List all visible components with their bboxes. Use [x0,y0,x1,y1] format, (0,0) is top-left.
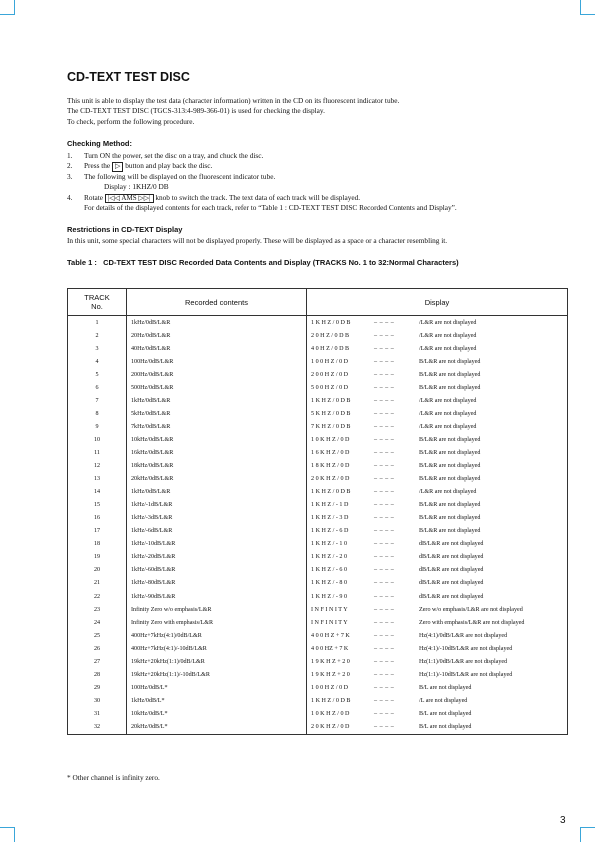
track-number-cell: 32 [68,720,127,734]
display-code: 2 0 0 H Z / 0 D [311,371,349,378]
display-dashes: – – – – [374,463,395,470]
recorded-contents-cell: 10kHz/0dB/L&R [127,433,307,446]
track-number-cell: 6 [68,381,127,394]
display-note: Hz(4:1)/-10dB/L&R are not displayed [419,645,513,652]
track-number-cell: 3 [68,342,127,355]
display-note: /L are not displayed [419,697,468,704]
display-cell [307,551,568,564]
display-cell [307,681,568,694]
display-cell [307,564,568,577]
track-number-cell: 27 [68,655,127,668]
display-code: 1 K H Z / - 3 D [311,515,349,522]
table-row [68,473,568,486]
display-code: 2 0 H Z / 0 D B [311,332,350,339]
table-row [68,707,568,720]
display-code: 1 K H Z / - 9 0 [311,593,348,600]
table-row [68,433,568,446]
checking-method-heading: Checking Method: [67,139,132,148]
display-note: dB/L&R are not displayed [419,554,484,561]
table-row [68,577,568,590]
display-dashes: – – – – [374,528,395,535]
track-number-cell: 17 [68,525,127,538]
display-readout: Display : 1KHZ/0 DB [104,182,169,192]
display-code: 4 0 0 HZ + 7 K [311,645,349,652]
display-cell [307,446,568,459]
recorded-contents-cell: 10kHz/0dB/L* [127,707,307,720]
track-number-cell: 8 [68,407,127,420]
table-row [68,668,568,681]
display-note: /L&R are not displayed [419,423,477,430]
step-text: knob to switch the track. The text data of each track will be displayed. [155,192,361,202]
recorded-contents-cell: 1kHz/0dB/L&R [127,394,307,407]
display-code: 1 K H Z / 0 D B [311,319,351,326]
display-dashes: – – – – [374,658,395,665]
display-dashes: – – – – [374,332,395,339]
track-number-cell: 4 [68,355,127,368]
recorded-contents-cell: 20kHz/0dB/L* [127,720,307,734]
display-code: 1 0 K H Z / 0 D [311,436,350,443]
track-number-cell: 20 [68,564,127,577]
table-row [68,681,568,694]
crop-mark-top-right [580,0,595,15]
display-dashes: – – – – [374,449,395,456]
display-dashes: – – – – [374,384,395,391]
display-cell [307,368,568,381]
display-code: 1 9 K H Z + 2 0 [311,658,350,665]
display-dashes: – – – – [374,436,395,443]
column-header-recorded: Recorded contents [127,289,307,316]
step-number: 2. [67,161,73,171]
step-number: 3. [67,171,73,181]
track-number-cell: 31 [68,707,127,720]
step-text: Turn ON the power, set the disc on a tray, and chuck the disc. [84,151,264,160]
display-cell [307,499,568,512]
display-dashes: – – – – [374,476,395,483]
table-caption [67,258,537,268]
table-row [68,629,568,642]
display-note: B/L are not displayed [419,684,472,691]
display-cell [307,655,568,668]
track-number-cell: 24 [68,616,127,629]
track-number-cell: 11 [68,446,127,459]
display-code: 1 0 K H Z / 0 D [311,710,350,717]
page-title: CD-TEXT TEST DISC [67,70,190,84]
display-dashes: – – – – [374,645,395,652]
display-dashes: – – – – [374,358,395,365]
display-dashes: – – – – [374,502,395,509]
step-text: For details of the displayed contents for each track, refer to “Table 1 : CD-TEXT TEST DISC Recorded Contents and Display”. [84,203,457,213]
display-note: B/L&R are not displayed [419,449,481,456]
table-row [68,329,568,342]
table-row [68,694,568,707]
display-note: /L&R are not displayed [419,410,477,417]
recorded-contents-cell: 20Hz/0dB/L&R [127,329,307,342]
checking-steps [67,151,547,214]
table-row [68,316,568,330]
display-code: 1 K H Z / - 6 0 [311,567,348,574]
table-row [68,446,568,459]
table-row [68,551,568,564]
display-note: /L&R are not displayed [419,332,477,339]
recorded-contents-cell: 1kHz/-90dB/L&R [127,590,307,603]
display-note: dB/L&R are not displayed [419,593,484,600]
recorded-contents-cell: 1kHz/0dB/L&R [127,486,307,499]
display-note: Hz(4:1)/0dB/L&R are not displayed [419,632,508,639]
track-number-cell: 30 [68,694,127,707]
track-number-cell: 12 [68,460,127,473]
recorded-contents-cell: 20kHz/0dB/L&R [127,473,307,486]
recorded-contents-cell: 200Hz/0dB/L&R [127,368,307,381]
display-dashes: – – – – [374,397,395,404]
step-2 [67,161,547,172]
table-caption-label: Table 1 : [67,258,97,267]
display-note: Hz(1:1)/-10dB/L&R are not displayed [419,671,513,678]
page-number: 3 [560,815,566,826]
track-number-cell: 28 [68,668,127,681]
display-code: 1 8 K H Z / 0 D [311,463,350,470]
display-note: /L&R are not displayed [419,319,477,326]
track-number-cell: 29 [68,681,127,694]
display-cell [307,420,568,433]
step-text: Rotate [84,192,104,202]
display-cell [307,433,568,446]
intro-paragraph [67,96,399,127]
recorded-contents-cell: 1kHz/-10dB/L&R [127,538,307,551]
table-row [68,355,568,368]
display-cell [307,329,568,342]
recorded-contents-cell: 7kHz/0dB/L&R [127,420,307,433]
display-note: /L&R are not displayed [419,397,477,404]
display-dashes: – – – – [374,697,395,704]
table-row [68,407,568,420]
step-4 [67,193,547,214]
track-number-cell: 1 [68,316,127,330]
display-note: /L&R are not displayed [419,345,477,352]
display-cell [307,538,568,551]
track-number-cell: 14 [68,486,127,499]
recorded-contents-cell: 400Hz+7kHz(4:1)/0dB/L&R [127,629,307,642]
recorded-contents-cell: 500Hz/0dB/L&R [127,381,307,394]
display-dashes: – – – – [374,319,395,326]
display-cell [307,486,568,499]
display-code: 1 0 0 H Z / 0 D [311,358,349,365]
table-row [68,420,568,433]
display-cell [307,694,568,707]
table-row [68,655,568,668]
display-code: 1 K H Z / 0 D B [311,397,351,404]
crop-mark-bottom-left [0,827,15,842]
display-cell [307,590,568,603]
recorded-contents-cell: Infinity Zero with emphasis/L&R [127,616,307,629]
display-cell [307,355,568,368]
recorded-contents-cell: Infinity Zero w/o emphasis/L&R [127,603,307,616]
table-caption-text: CD-TEXT TEST DISC Recorded Data Contents and Display (TRACKS No. 1 to 32:Normal Characters) [103,258,459,267]
display-code: 4 0 H Z / 0 D B [311,345,350,352]
recorded-contents-cell: 1kHz/0dB/L&R [127,316,307,330]
recorded-contents-cell: 19kHz+20kHz(1:1)/-10dB/L&R [127,668,307,681]
display-dashes: – – – – [374,684,395,691]
display-code: 1 K H Z / 0 D B [311,697,351,704]
recorded-contents-cell: 16kHz/0dB/L&R [127,446,307,459]
table-row [68,368,568,381]
display-cell [307,460,568,473]
display-cell [307,577,568,590]
step-text: button and play back the disc. [125,161,213,171]
crop-mark-top-left [0,0,15,15]
display-cell [307,525,568,538]
track-number-cell: 18 [68,538,127,551]
display-cell [307,512,568,525]
display-code: I N F I N I T Y [311,606,348,613]
display-code: 1 0 0 H Z / 0 D [311,684,349,691]
intro-line: The CD-TEXT TEST DISC (TGCS-313:4-989-366-01) is used for checking the display. [67,106,325,116]
track-number-cell: 26 [68,642,127,655]
table-row [68,460,568,473]
display-dashes: – – – – [374,567,395,574]
display-dashes: – – – – [374,423,395,430]
recorded-contents-cell: 400Hz+7kHz(4:1)/-10dB/L&R [127,642,307,655]
display-note: dB/L&R are not displayed [419,541,484,548]
display-dashes: – – – – [374,632,395,639]
recorded-contents-cell: 1kHz/-60dB/L&R [127,564,307,577]
restrictions-text: In this unit, some special characters will not be displayed properly. These will be displayed as a space or a character resembling it. [67,236,448,245]
display-dashes: – – – – [374,345,395,352]
track-number-cell: 21 [68,577,127,590]
display-dashes: – – – – [374,606,395,613]
display-note: B/L&R are not displayed [419,436,481,443]
display-cell [307,316,568,330]
recorded-contents-cell: 5kHz/0dB/L&R [127,407,307,420]
table-row [68,486,568,499]
display-code: 5 K H Z / 0 D B [311,410,351,417]
display-cell [307,629,568,642]
display-dashes: – – – – [374,515,395,522]
table-row [68,342,568,355]
display-note: B/L&R are not displayed [419,528,481,535]
recorded-contents-cell: 1kHz/-1dB/L&R [127,499,307,512]
track-number-cell: 16 [68,512,127,525]
display-code: 5 0 0 H Z / 0 D [311,384,349,391]
step-number: 1. [67,151,73,160]
track-number-cell: 19 [68,551,127,564]
step-text: Press the [84,161,111,171]
display-code: 1 K H Z / - 6 D [311,528,349,535]
recorded-contents-cell: 1kHz/-3dB/L&R [127,512,307,525]
track-number-cell: 13 [68,473,127,486]
display-note: Zero with emphasis/L&R are not displayed [419,619,525,626]
play-button-icon: ▷ [112,162,123,172]
display-note: B/L are not displayed [419,710,472,717]
display-code: 1 K H Z / 0 D B [311,489,351,496]
display-cell [307,668,568,681]
recorded-contents-cell: 1kHz/-20dB/L&R [127,551,307,564]
recorded-contents-cell: 1kHz/0dB/L* [127,694,307,707]
display-cell [307,473,568,486]
display-code: 1 K H Z / - 8 0 [311,580,348,587]
recorded-contents-cell: 19kHz+20kHz(1:1)/0dB/L&R [127,655,307,668]
step-text: The following will be displayed on the fluorescent indicator tube. [84,171,276,181]
display-code: 1 K H Z / - 2 0 [311,554,348,561]
display-dashes: – – – – [374,410,395,417]
recorded-contents-cell: 1kHz/-80dB/L&R [127,577,307,590]
step-3 [67,172,547,193]
table-row [68,564,568,577]
display-note: dB/L&R are not displayed [419,567,484,574]
track-number-cell: 25 [68,629,127,642]
column-header-display: Display [307,289,568,316]
display-note: B/L&R are not displayed [419,358,481,365]
intro-line: This unit is able to display the test data (character information) written in the CD on its fluorescent indicator tube. [67,96,400,105]
table-row [68,525,568,538]
display-cell [307,394,568,407]
display-dashes: – – – – [374,554,395,561]
recorded-contents-cell: 100Hz/0dB/L&R [127,355,307,368]
crop-mark-bottom-right [580,827,595,842]
ams-knob-icon: |◁◁ AMS ▷▷| [105,194,154,204]
display-cell [307,342,568,355]
display-note: Zero w/o emphasis/L&R are not displayed [419,606,523,613]
display-cell [307,720,568,734]
display-note: Hz(1:1)/0dB/L&R are not displayed [419,658,508,665]
display-dashes: – – – – [374,580,395,587]
display-note: B/L&R are not displayed [419,371,481,378]
display-code: 4 0 0 H Z + 7 K [311,632,350,639]
display-note: /L&R are not displayed [419,489,477,496]
table-row [68,394,568,407]
step-1 [67,151,547,161]
table-row [68,603,568,616]
display-note: B/L&R are not displayed [419,476,481,483]
track-number-cell: 22 [68,590,127,603]
track-number-cell: 5 [68,368,127,381]
display-cell [307,616,568,629]
display-dashes: – – – – [374,723,395,730]
display-note: B/L&R are not displayed [419,502,481,509]
step-number: 4. [67,192,73,202]
table-row [68,538,568,551]
display-note: B/L&R are not displayed [419,463,481,470]
track-number-cell: 9 [68,420,127,433]
display-dashes: – – – – [374,371,395,378]
restrictions-heading: Restrictions in CD-TEXT Display [67,225,183,234]
display-dashes: – – – – [374,489,395,496]
track-number-cell: 23 [68,603,127,616]
table-row [68,499,568,512]
footnote: * Other channel is infinity zero. [67,773,160,782]
display-code: 1 K H Z / - 1 0 [311,541,348,548]
display-code: 1 6 K H Z / 0 D [311,449,350,456]
table-row [68,720,568,734]
display-cell [307,603,568,616]
display-dashes: – – – – [374,710,395,717]
display-code: 2 0 K H Z / 0 D [311,723,350,730]
display-cell [307,407,568,420]
table-row [68,381,568,394]
recorded-contents-cell: 40Hz/0dB/L&R [127,342,307,355]
display-cell [307,707,568,720]
display-code: 1 9 K H Z + 2 0 [311,671,350,678]
display-dashes: – – – – [374,541,395,548]
table-row [68,512,568,525]
display-note: B/L are not displayed [419,723,472,730]
intro-line: To check, perform the following procedure. [67,116,195,126]
display-code: 2 0 K H Z / 0 D [311,476,350,483]
recorded-contents-cell: 100Hz/0dB/L* [127,681,307,694]
table-row [68,642,568,655]
table-row [68,616,568,629]
display-code: I N F I N I T Y [311,619,348,626]
display-cell [307,642,568,655]
display-dashes: – – – – [374,619,395,626]
display-cell [307,381,568,394]
cd-text-table [67,288,568,735]
table-header-row [68,289,568,316]
track-number-cell: 2 [68,329,127,342]
display-note: B/L&R are not displayed [419,515,481,522]
display-note: dB/L&R are not displayed [419,580,484,587]
display-code: 1 K H Z / - 1 D [311,502,349,509]
track-number-cell: 7 [68,394,127,407]
display-note: B/L&R are not displayed [419,384,481,391]
display-dashes: – – – – [374,671,395,678]
display-dashes: – – – – [374,593,395,600]
table-row [68,590,568,603]
header-track-line2: No. [91,302,103,311]
column-header-track [68,289,127,316]
recorded-contents-cell: 18kHz/0dB/L&R [127,460,307,473]
display-code: 7 K H Z / 0 D B [311,423,351,430]
header-track-line1: TRACK [84,293,110,302]
track-number-cell: 10 [68,433,127,446]
track-number-cell: 15 [68,499,127,512]
recorded-contents-cell: 1kHz/-6dB/L&R [127,525,307,538]
